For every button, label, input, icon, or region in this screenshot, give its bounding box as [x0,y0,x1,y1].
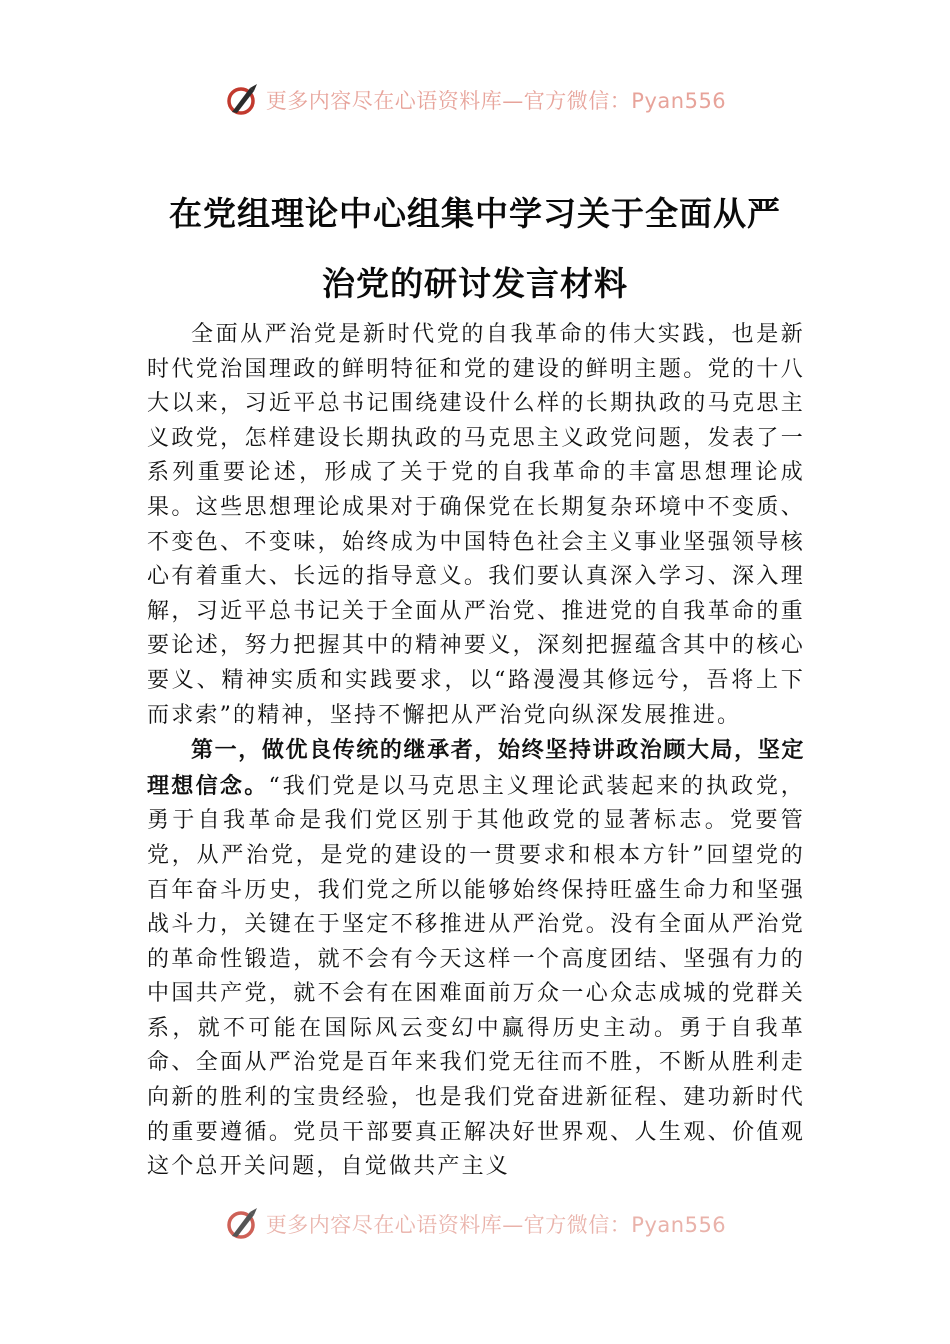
document-title-line-2: 治党的研讨发言材料 [322,264,628,303]
document-title-line-1: 在党组理论中心组集中学习关于全面从严 [169,194,781,233]
paragraph-first-point [147,733,805,1185]
quill-pen-circle-icon [224,1206,260,1242]
quill-pen-circle-icon [224,82,260,118]
watermark-text: 更多内容尽在心语资料库—官方微信：Pyan556 [265,89,727,113]
watermark-banner-bottom [0,1204,950,1244]
document-body [147,318,805,1216]
paragraph-intro: 全面从严治党是新时代党的自我革命的伟大实践，也是新时代党治国理政的鲜明特征和党的建设的鲜明主题。党的十八大以来，习近平总书记围绕建设什么样的长期执政的马克思主义政党，怎样建设长期执政的马克思主义政党问题，发表了一系列重要论述，形成了关于党的自我革命的丰富思想理论成果。这些思想理论成果对于确保党在长期复杂环境中不变质、不变色、不变味，始终成为中国特色社会主义事业坚强领导核心有着重大、长远的指导意义。我们要认真深入学习、深入理解，习近平总书记关于全面从严治党、推进党的自我革命的重要论述，努力把握其中的精神要义，深刻把握蕴含其中的核心要义、精神实质和实践要求，以“路漫漫其修远兮，吾将上下而求索”的精神，坚持不懈把从严治党向纵深发展推进。 [147,322,805,728]
paragraph-first-point-body: “我们党是以马克思主义理论武装起来的执政党，勇于自我革命是我们党区别于其他政党的显著标志。党要管党，从严治党，是党的建设的一贯要求和根本方针”回望党的百年奋斗历史，我们党之所以能够始终保持旺盛生命力和坚强战斗力，关键在于坚定不移推进从严治党。没有全面从严治党的革命性锻造，就不会有今天这样一个高度团结、坚强有力的中国共产党，就不会有在困难面前万众一心众志成城的党群关系，就不可能在国际风云变幻中赢得历史主动。勇于自我革命、全面从严治党是百年来我们党无往而不胜，不断从胜利走向新的胜利的宝贵经验，也是我们党奋进新征程、建功新时代的重要遵循。党员干部要真正解决好世界观、人生观、价值观这个总开关问题，自觉做共产主义 [147,773,805,1180]
watermark-text: 更多内容尽在心语资料库—官方微信：Pyan556 [265,1213,727,1237]
watermark-banner-top [0,80,950,120]
paragraph-first-point-heading: 第一，做优良传统的继承者，始终坚持讲政治顾大局，坚定理想信念。 [147,737,805,799]
